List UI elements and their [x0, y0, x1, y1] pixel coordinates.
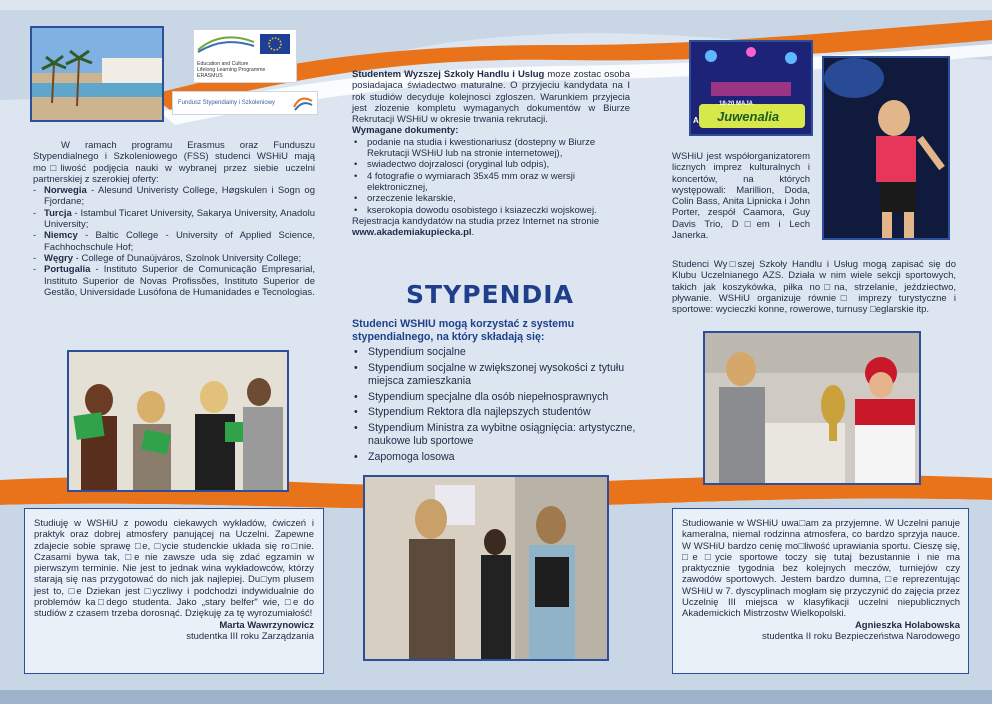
country-text: - Alesund Univeristy College, Høgskulen i Sogn og Fjordane;: [44, 185, 315, 208]
juwenalia-label: A: [693, 116, 699, 125]
concerts-text: WSHiU jest współorganizatorem licznych imprez kulturalnych i koncertów, na których występowali: Marillion, Doda, Colin Bass, Anita Lipnicka i John Porter, zespół Caamora, Guy Davis Trio, D□em i Lech Janerka.: [672, 151, 810, 242]
country-item: [33, 253, 315, 264]
document-item: • podanie na studia i kwestionariusz (dostepny w Biurze Rekrutacji WSHiU lub na stronie internetowej),: [352, 137, 630, 160]
testimonial-right-role: studentka II roku Bezpieczeństwa Narodowego: [761, 630, 960, 642]
stypendia-list: [352, 346, 637, 466]
document-item: • swiadectwo dojrzalosci (oryginal lub odpis),: [352, 159, 630, 170]
documents-title: Wymagane dokumenty:: [352, 125, 459, 137]
stypendium-item: • Stypendium Ministra za wybitne osiągnięcia: artystyczne, naukowe lub sportowe: [352, 422, 637, 449]
stypendium-item: • Stypendium socjalne: [352, 346, 637, 360]
online-registration-text: Rejestracja kandydatów na studia przez Internet na stronie: [352, 215, 600, 227]
fss-logo: [172, 91, 318, 115]
admission-lead-rest: moze zostac osoba posiadajaca świadectwo maturalne. O przyjeciu kandydata na I rok studiów decyduje kolejnosci zgloszen. Warunkiem przyjecia jest zlozenie kompletu wymaganych dokumentów w Biurze Rekrutacji WSHiU w okresie trwania rekrutacji.: [352, 69, 630, 126]
fss-logo-text: Fundusz Stypendialny i Szkoleniowy: [178, 100, 276, 106]
erasmus-logo: [193, 29, 297, 83]
country-text: - Instituto Superior de Comunicação Empresarial, Instituto Superior de Novas Profissões, Instituto Superior de Gestão, Universidade Lusófona de Humanidades e Tecnologias.: [44, 264, 315, 298]
award-ceremony-photo: [703, 331, 921, 485]
country-item: [33, 230, 315, 253]
stypendia-title: STYPENDIA: [406, 280, 574, 309]
testimonial-left-box: [24, 508, 324, 674]
juwenalia-banner: Juwenalia: [717, 109, 780, 124]
countries-list: [33, 185, 315, 298]
admission-lead: [352, 69, 630, 125]
admission-lead-bold: Studentem Wyzszej Szkoly Handlu i Uslug: [352, 69, 545, 80]
juwenalia-photo: [689, 40, 813, 136]
juwenalia-dates: 18-20 MAJA: [719, 101, 754, 107]
testimonial-left: [34, 518, 314, 642]
students-group-photo: [67, 350, 289, 492]
country-item: [33, 264, 315, 298]
document-item: • orzeczenie lekarskie,: [352, 193, 630, 204]
online-registration-end: .: [471, 227, 475, 239]
stypendia-subtitle: Studenci WSHIU mogą korzystać z systemu stypendialnego, na który składają się:: [352, 318, 575, 343]
document-item: • 4 fotografie o wymiarach 35x45 mm oraz w wersji elektronicznej,: [352, 171, 630, 194]
stypendium-item: • Zapomoga losowa: [352, 451, 637, 465]
country-name: Niemcy: [44, 230, 78, 242]
country-item: [33, 208, 315, 231]
country-text: - Istambul Ticaret University, Sakarya University, Anadolu University;: [44, 207, 315, 231]
website-link[interactable]: www.akademiakupiecka.pl: [352, 227, 472, 239]
testimonial-right-box: [672, 508, 969, 674]
documents-list: [352, 137, 630, 216]
document-item: • kserokopia dowodu osobistego i ksiazeczki wojskowej.: [352, 205, 630, 216]
intro-text: [33, 140, 315, 298]
resort-photo: [30, 26, 164, 122]
erasmus-line-1: Education and Culture: [197, 61, 249, 67]
online-registration: [352, 216, 630, 239]
country-text: - College of Dunaújváros, Szolnok University College;: [73, 252, 302, 264]
country-name: Węgry: [44, 252, 74, 264]
country-name: Portugalia: [44, 264, 91, 276]
country-name: Turcja: [44, 207, 72, 219]
testimonial-left-text: Studiuję w WSHiU z powodu ciekawych wykładów, ćwiczeń i praktyk oraz dobrej atmosfery panującej na Uczelni. Zapewne zdajecie sobie sprawę □e, □ycie studenckie układa się ro□nie. Czasami bywa tak, □e nie zawsze uda się zdać egzamin w pierwszym terminie. Nie jest to jednak wina wykładowców, którzy starają się nas przygotować do nich jak najlepiej. Du□ym plusem jest to, □e Dziekan jest □yczliwy i podchodzi indywidualnie do problemów ka□dego studenta. Jako „stary belfer" wie, □e do studiów z czasem trzeba dorosnąć. Dziękuję za tę wyrozumiałość!: [34, 518, 314, 620]
country-text: - Baltic College - University of Applied Science, Fachhochschule Hof;: [44, 230, 315, 253]
erasmus-line-3: ERASMUS: [197, 73, 223, 80]
country-name: Norwegia: [44, 185, 87, 197]
testimonial-right-text: Studiowanie w WSHiU uwa□am za przyjemne. W Uczelni panuje kameralna, niemal rodzinna atmosfera, co bardzo sprzyja nauce. W WSHiU bardzo cenię mo□liwość uprawiania sportu. Cieszę się, □e □ycie sportowe toczy się tutaj bezustannie i nie ma praktycznie tygodnia bez kolejnych meczów, turniejów czy zawodów sportowych. Jestem bardzo dumna, □e reprezentując WSHiU w 7. dyscyplinach mogłam się przyczynić do zajęcia przez Uczelnię III miejsca w klasyfikacji uczelni niepublicznych Akademickich Mistrzostw Wielkopolski.: [682, 518, 960, 620]
country-item: [33, 185, 315, 208]
students-stairs-photo: [363, 475, 609, 661]
intro-paragraph: W ramach programu Erasmus oraz Funduszu Stypendialnego i Szkoleniowego (FSS) studenci WSHiU mają mo□liwość podjęcia nauki w wybranej przez siebie uczelni partnerskiej z szerokiej oferty:: [33, 140, 315, 185]
testimonial-right-name: Agnieszka Holabowska: [854, 619, 960, 631]
singer-photo: [822, 56, 950, 240]
stypendium-item: • Stypendium Rektora dla najlepszych studentów: [352, 406, 637, 420]
stypendium-item: • Stypendium socjalne w zwiększonej wysokości z tytułu miejsca zamieszkania: [352, 362, 637, 389]
admission-section: [352, 69, 630, 238]
fss-swoosh-icon: [293, 95, 313, 111]
testimonial-right: [682, 518, 960, 642]
testimonial-left-name: Marta Wawrzynowicz: [219, 619, 314, 631]
stypendium-item: • Stypendium specjalne dla osób niepełnosprawnych: [352, 391, 637, 405]
testimonial-left-role: studentka III roku Zarządzania: [186, 630, 314, 642]
erasmus-line-2: Lifelong Learning Programme: [197, 67, 266, 74]
sport-text: Studenci Wy□szej Szkoły Handlu i Usług mogą zapisać się do Klubu Uczelnianego AZS. Działa w nim wiele sekcji sportowych, takich jak koszykówka, piłka no□na, strzelanie, jeździectwo, pływanie. WSHiU organizuje równie□ imprezy turystyczne i sportowe: wycieczki konne, rowerowe, turnusy □eglarskie itp.: [672, 259, 956, 316]
erasmus-stars-icon: [194, 30, 296, 56]
